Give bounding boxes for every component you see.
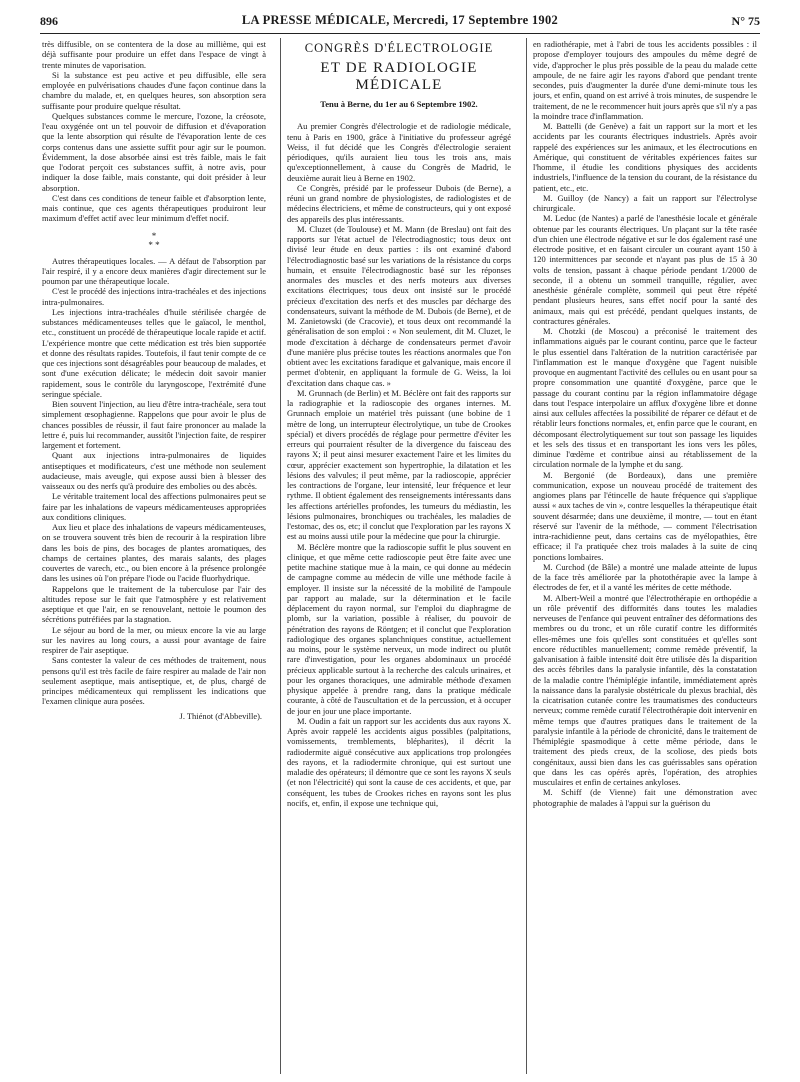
column-divider-left xyxy=(280,38,281,1074)
paragraph: C'est dans ces conditions de teneur faible et d'absorption lente, mais continue, que ces agents thérapeutiques produiront leur maximum d'effet actif avec leur minimum d'effet nocif. xyxy=(42,192,266,224)
issue-number: N° 75 xyxy=(731,14,760,28)
paragraph: M. Curchod (de Bâle) a montré une malade atteinte de lupus de la face très améliorée par la photothérapie avec la lampe à électrodes de fer, et il a vanté les mérites de cette méthode. xyxy=(533,561,757,593)
paragraph: M. Oudin a fait un rapport sur les accidents dus aux rayons X. Après avoir rappelé les accidents aigus possibles (palpitations, vomissements, tremblements, blépharites), il décrit la radiodermite aiguë consécutive aux applications trop prolongées des rayons, et la radiodermite chronique, qui est surtout une maladie des opérateurs; il démontre que ce sont les rayons X seuls (et non l'électricité) qui sont la cause de ces accidents, et que, par conséquent, les tubes de Crookes riches en rayons sont les plus nocifs, et, enfin, il expose une technique qui, xyxy=(287,715,511,808)
column-left xyxy=(42,39,266,1075)
header-rule xyxy=(40,33,760,34)
paragraph: Le véritable traitement local des affections pulmonaires peut se faire par les inhalations de vapeurs médicamenteuses appropriées aux conditions cliniques. xyxy=(42,491,266,522)
column-right xyxy=(533,39,757,1075)
section-heading-line2: ET DE RADIOLOGIE MÉDICALE xyxy=(320,60,478,93)
column-middle xyxy=(287,39,511,1075)
paragraph: C'est le procédé des injections intra-trachéales et des injections intra-pulmonaires. xyxy=(42,286,266,307)
paragraph: Aux lieu et place des inhalations de vapeurs médicamenteuses, on se trouvera souvent très bien de recourir à la respiration libre dans les bois de pins, des bocages de plantes aromatiques, des champs de certaines plantes, des marais salants, des plages couvertes de varech, etc., ou bien encore à la présence prolongée dans les usines où l'on prépare l'iode ou l'acide fluorhydrique. xyxy=(42,522,266,584)
paragraph: Quant aux injections intra-pulmonaires de liquides antiseptiques et modificateurs, c'est une méthode non seulement audacieuse, mais aveugle, qui expose aussi bien à blesser des vaisseaux ou des nerfs qu'à produire des embolies ou des abcès. xyxy=(42,450,266,491)
paragraph: Les injections intra-trachéales d'huile stérilisée chargée de substances médicamenteuses telles que le gaïacol, le menthol, etc., constituent un procédé de thérapeutique locale rapide et actif. L'expérience montre que cette médication est très bien supportée et donne des résultats rapides. Toutefois, il faut tenir compte de ce que ces injections sont désagréables pour beaucoup de malades, et sont d'une exécution délicate; le médecin doit savoir manier rapidement, sous le contrôle du laryngoscope, l'extrémité d'une seringue spéciale. xyxy=(42,306,266,399)
paragraph: Rappelons que le traitement de la tuberculose par l'air des altitudes repose sur le fait que l'atmosphère y est relativement aseptique et que l'air, en se renouvelant, nettoie le poumon des sécrétions putréfiées par la stagnation. xyxy=(42,583,266,625)
paragraph: Au premier Congrès d'électrologie et de radiologie médicale, tenu à Paris en 1900, grâce à l'initiative du professeur agrégé Weiss, il fut décidé que les Congrès d'électrologie seraient périodiques, qu'ils auraient lieu tous les trois ans, mais qu'exceptionnellement, à cause du Congrès de Madrid, le deuxième aurait lieu à Berne en 1902. xyxy=(287,121,511,183)
section-separator-stars: * * * xyxy=(148,230,160,250)
paragraph: M. Chotzki (de Moscou) a préconisé le traitement des inflammations aiguës par le courant continu, parce que le facteur le plus essentiel dans l'altération de la nutrition caractérisée par l'inflammation est le manque d'oxygène que l'agent nuisible provoque en augmentant l'activité des cellules ou en usant pour sa propre consommation une quantité d'oxygène, parce que le passage du courant continu par la région inflammatoire dégage dans tout l'espace interpolaire un afflux d'oxygène libre et donne ainsi aux cellules affectées la possibilité de réparer ce défaut et de rétablir leurs fonctions normales, et, enfin parce que le courant, en décomposant électrolytiquement sur tout son passage les liquides et les sels des tissus et en transportant les ions vers les pôles, diminue l'œdème et contribue ainsi au rétablissement de la circulation normale de la lymphe et du sang. xyxy=(533,326,757,470)
paragraph: M. Béclère montre que la radioscopie suffit le plus souvent en clinique, et que même cette radioscopie peut être faite avec une petite machine statique mue à la main, ce qui donne au médecin de campagne comme au médecin de ville une méthode facile à employer. Il insiste sur la nécessité de la mobilité de l'ampoule par rapport au malade, sur la détermination et le facile déplacement du rayon normal, sur l'emploi du diaphragme de plomb, sur la variation, possible à réaliser, du pouvoir de pénétration des rayons de Röntgen; et il conclut que l'exploration radiologique des organes splanchniques constitue, actuellement au moins, pour le système nerveux, un mode indirect ou plutôt rare d'investigation, pour les organes abdominaux un procédé précieux applicable surtout à la recherche des calculs urinaires, et pour les organes thoraciques, une admirable méthode d'examen physique appelée à prendre rang, dans la pratique médicale courante, à côté de l'auscultation et de la percussion, et à occuper de jour en jour une place importante. xyxy=(287,541,511,716)
paragraph: M. Guilloy (de Nancy) a fait un rapport sur l'électrolyse chirurgicale. xyxy=(533,192,757,213)
journal-title: LA PRESSE MÉDICALE, Mercredi, 17 Septembre 1902 xyxy=(241,13,559,27)
paragraph: Sans contester la valeur de ces méthodes de traitement, nous pensons qu'il est très facile de faire respirer au malade de l'air non seulement aseptique, mais antiseptique, et, de plus, chargé de principes médicamenteux qui remplissent les indications que l'examen clinique aura posées. xyxy=(42,655,266,707)
paragraph: Ce Congrès, présidé par le professeur Dubois (de Berne), a réuni un grand nombre de physiologistes, de radiologistes et de médecins électriciens, et même de constructeurs, qui y ont exposé des appareils des plus intéressants. xyxy=(287,182,511,224)
paragraph: Le séjour au bord de la mer, ou mieux encore la vie au large sur les navires au long cours, a aussi pour avantage de faire respirer de l'air aseptique. xyxy=(42,624,266,655)
paragraph: Bien souvent l'injection, au lieu d'être intra-trachéale, sera tout simplement œsophagienne. Rappelons que pour avoir le plus de chances possibles de réussir, il faut faire prononcer au malade la lettre é, puis lui recommander, aussitôt l'injection faite, de respirer largement et fortement. xyxy=(42,399,266,450)
paragraph: M. Albert-Weil a montré que l'électrothérapie en orthopédie a un rôle préventif des difformités dans toutes les maladies nerveuses de l'enfance qui peuvent entraîner des déformations des membres ou du tronc, et un rôle curatif contre les difformités elles-mêmes une fois qu'elles sont constituées et qu'elles sont encore réductibles manuellement; comme remède préventif, la galvanisation à faible intensité doit être utilisée dès la disparition des accès fébriles dans la paralysie infantile, dès la constatation de la maladie contre l'hémiplégie infantile, immédiatement après la naissance dans la paralysie obstétricale du plexus brachial, dès la cicatrisation cutanée contre les traumatismes des conducteurs nerveux; comme remède curatif l'électrothérapie doit intervenir en même temps que d'autres pratiques dans le traitement de la paralysie infantile à la période de chronicité, dans le traitement de l'hémiplégie spasmodique à cette même période, dans le traitement des pieds creux, de la scoliose, des pieds bots congénitaux, aussi bien dans les cas guérissables sans opération que dans les cas opérés après, l'opération, des atrophies musculaires et enfin de certaines ankyloses. xyxy=(533,592,757,787)
paragraph: en radiothérapie, met à l'abri de tous les accidents possibles : il propose d'employer toujours des ampoules du même degré de vide, d'approcher le plus près possible de la peau du malade cette ampoule, de ne faire agir les rayons d'abord que pendant trente secondes, puis d'augmenter la durée d'une demi-minute tous les jours, et enfin, quand on est arrivé à trois minutes, de suspendre le traitement, de ne le recommencer huit jours après que s'il n'y a pas la moindre trace d'inflammation. xyxy=(533,39,757,121)
section-subheading: Tenu à Berne, du 1er au 6 Septembre 1902. xyxy=(320,99,478,109)
paragraph: Autres thérapeutiques locales. — A défaut de l'absorption par l'air respiré, il y a encore deux manières d'agir directement sur le poumon par une thérapeutique locale. xyxy=(42,255,266,286)
paragraph: M. Bergonié (de Bordeaux), dans une première communication, expose un nouveau procédé de traitement des angiomes plans par l'étincelle de haute fréquence qui s'applique aussi « aux taches de vin », contre lesquelles la thérapeutique était souvent désarmée; dans une deuxième, il montre, — tout en étant réservé sur l'avenir de la méthode, — comment l'électrisation intra-rachidienne peut, dans certains cas de myélopathies, être efficace; il l'a pratiquée chez trois malades à la suite de cinq ponctions lombaires. xyxy=(533,469,757,562)
paragraph: M. Schiff (de Vienne) fait une démonstration avec photographie de malades à l'appui sur la guérison du xyxy=(533,787,757,808)
page-number: 896 xyxy=(40,14,58,28)
page-header xyxy=(40,12,760,34)
paragraph: M. Leduc (de Nantes) a parlé de l'anesthésie locale et générale obtenue par les courants électriques. Un plaçant sur la tête rasée d'un chien une électrode négative et sur le dos également rasé une électrode positive, et en faisant circuler un courant ayant 150 à 120 intermittences par seconde et n'ayant pas plus de 15 à 30 volts de tension, passant à chaque période pendant 1/2000 de seconde, il a obtenu un sommeil tranquille, régulier, avec anesthésie générale complète, sommeil qui peut être répété pendant plusieurs heures, sans effet nocif pour la santé des animaux, mais qui est précédé, pendant quelques instants, de contractures générales. xyxy=(533,213,757,326)
paragraph: M. Grunnach (de Berlin) et M. Béclère ont fait des rapports sur la radiographie et la radioscopie des organes internes. M. Grunnach emploie un matériel très puissant (une bobine de 1 mètre de long, un interrupteur électrolytique, un tube de Crookes spécial) et divers procédés de réglage pour permettre d'éviter les erreurs qui pourraient résulter de la divergence du faisceau des rayons X; il peut ainsi mesurer exactement l'aire et les limites du cœur, apprécier exactement son hypertrophie, la dilatation et les lésions des valvules; il peut même, par la radioscopie, apprécier les contractions de l'organe, leur intensité, leur fréquence et leur rythme. Il obtient également des renseignements intéressants dans les affections artérielles profondes, les tumeurs du médiastin, les lésions pulmonaires, bronchiques ou trachéales, les maladies de l'estomac, des os, etc; il conclut que l'exploration par les rayons X est au moins aussi utile pour la médecine que pour la chirurgie. xyxy=(287,387,511,542)
author-signature: J. Thiénot (d'Abbeville). xyxy=(179,710,262,721)
paragraph: Si la substance est peu active et peu diffusible, elle sera employée en pulvérisations chaudes d'une façon continue dans la chambre du malade, et, en quelques heures, son absorption sera suffisante pour produire quelque résultat. xyxy=(42,69,266,111)
column-divider-right xyxy=(526,38,527,1074)
section-heading-line1: CONGRÈS D'ÉLECTROLOGIE xyxy=(304,41,494,55)
paragraph: M. Battelli (de Genève) a fait un rapport sur la mort et les accidents par les courants électriques industriels. Après avoir rappelé des expériences sur les animaux, et les électrocutions en Amérique, qui constituent de véritables expériences faites sur l'homme, il étudie les conditions physiques des accidents industriels, l'influence de la tension du courant, de la résistance du patient, etc., etc. xyxy=(533,121,757,193)
paragraph: Quelques substances comme le mercure, l'ozone, la créosote, l'eau oxygénée ont un tel pouvoir de diffusion et d'évaporation que la lente absorption qui résulte de l'évaporation lente de ces corps contenus dans une assiette suffit pour agir sur le poumon. Évidemment, la dose absorbée ainsi est très faible, mais le fait que l'odorat perçoit ces substances suffit, à notre avis, pour indiquer la dose faible, mais constante, qui doit présider à leur absorption. xyxy=(42,110,266,193)
paragraph: M. Cluzet (de Toulouse) et M. Mann (de Breslau) ont fait des rapports sur l'état actuel de l'électrodiagnostic; tous deux ont divisé leur étude en deux parties : ils ont examiné d'abord l'électrodiagnostic basé sur les variations de la résistance du corps humain, et ensuite l'électrodiagnostic basé sur les réponses anormales des muscles et des nerfs moteurs aux diverses excitations électriques; tous deux ont insisté sur le procédé précieux d'excitation des nerfs et des muscles par décharge des condensateurs, suivant la méthode de M. Dubois (de Berne), et de M. Zanietowski (de Cracovie), et tous deux ont recommandé la généralisation de son emploi : « Non seulement, dit M. Cluzet, le mode d'excitation à décharge de condensateurs permet d'avoir d'une manière plus précise toutes les réactions anormales que l'on obtient avec les excitations faradique et galvanique, mais encore il permet d'obtenir, en appliquant la formule de G. Weiss, la loi d'excitation dans chaque cas. » xyxy=(287,223,511,388)
paragraph: très diffusible, on se contentera de la dose au millième, qui est déjà suffisante pour produire un effet dans l'espace de vingt à trente minutes de vaporisation. xyxy=(42,39,266,70)
